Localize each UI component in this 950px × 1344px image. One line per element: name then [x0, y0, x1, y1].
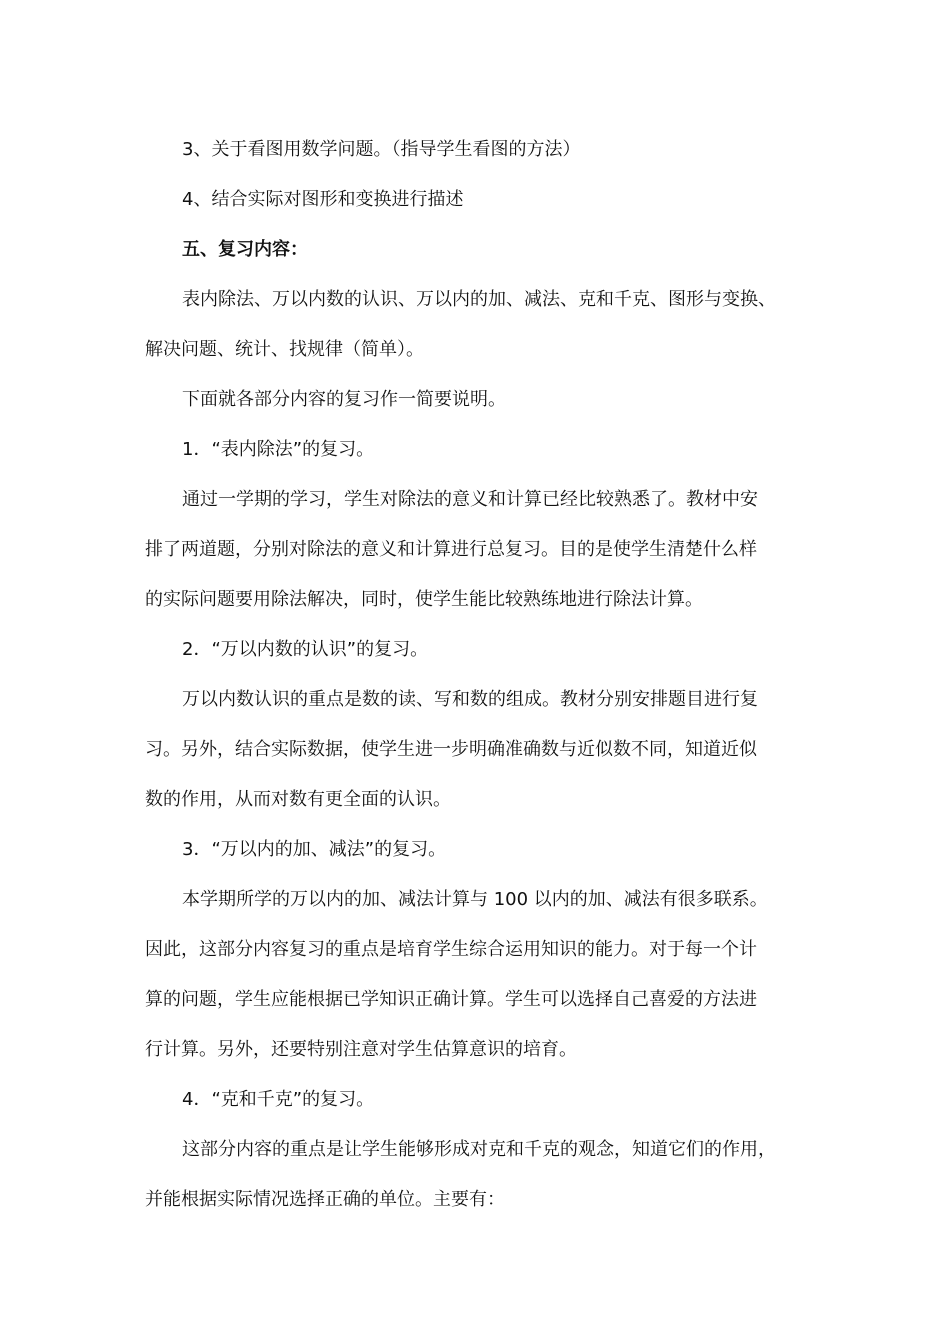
subheading-2: 2．“万以内数的认识”的复习。 — [182, 639, 429, 660]
text-line-9: 排了两道题，分别对除法的意义和计算进行总复习。目的是使学生清楚什么样 — [145, 539, 757, 560]
text-line-8: 通过一学期的学习，学生对除法的意义和计算已经比较熟悉了。教材中安 — [182, 489, 758, 510]
text-line-13: 习。另外，结合实际数据，使学生进一步明确准确数与近似数不同，知道近似 — [145, 739, 757, 760]
document-body — [145, 125, 805, 1225]
text-line-12: 万以内数认识的重点是数的读、写和数的组成。教材分别安排题目进行复 — [182, 689, 758, 710]
text-line-10: 的实际问题要用除法解决，同时，使学生能比较熟练地进行除法计算。 — [145, 589, 703, 610]
subheading-1: 1．“表内除法”的复习。 — [182, 439, 375, 460]
text-line-16: 本学期所学的万以内的加、减法计算与 100 以内的加、减法有很多联系。 — [182, 889, 768, 910]
text-line-2: 4、结合实际对图形和变换进行描述 — [182, 189, 464, 210]
text-line-21: 这部分内容的重点是让学生能够形成对克和千克的观念，知道它们的作用， — [182, 1139, 776, 1160]
text-line-14: 数的作用，从而对数有更全面的认识。 — [145, 789, 451, 810]
text-line-18: 算的问题，学生应能根据已学知识正确计算。学生可以选择自己喜爱的方法进 — [145, 989, 757, 1010]
text-line-19: 行计算。另外，还要特别注意对学生估算意识的培育。 — [145, 1039, 577, 1060]
text-line-1: 3、关于看图用数学问题。（指导学生看图的方法） — [182, 139, 581, 160]
text-line-17: 因此，这部分内容复习的重点是培育学生综合运用知识的能力。对于每一个计 — [145, 939, 757, 960]
subheading-3: 3．“万以内的加、减法”的复习。 — [182, 839, 447, 860]
text-line-5: 解决问题、统计、找规律（简单）。 — [145, 339, 424, 360]
text-line-6: 下面就各部分内容的复习作一简要说明。 — [182, 389, 506, 410]
subheading-4: 4．“克和千克”的复习。 — [182, 1089, 375, 1110]
text-line-22: 并能根据实际情况选择正确的单位。主要有： — [145, 1189, 505, 1210]
text-line-4: 表内除法、万以内数的认识、万以内的加、减法、克和千克、图形与变换、 — [182, 289, 776, 310]
section-heading: 五、复习内容： — [182, 239, 308, 260]
